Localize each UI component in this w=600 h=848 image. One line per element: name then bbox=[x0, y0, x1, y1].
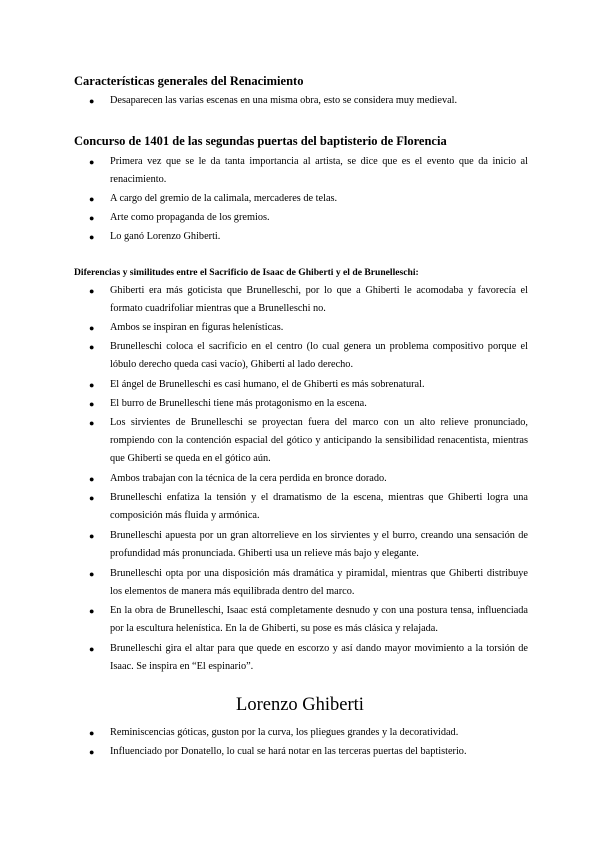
list-item-text: El ángel de Brunelleschi es casi humano, el de Ghiberti es más sobrenatural. bbox=[110, 379, 425, 390]
list-item-text: Ghiberti era más goticista que Brunelleschi, por lo que a Ghiberti le acomodaba y favorecía el formato cuadrifoliar mientras que a Brunelleschi no. bbox=[110, 285, 528, 314]
bullet-icon: ● bbox=[89, 286, 95, 296]
list-item-text: Reminiscencias góticas, guston por la curva, los pliegues grandes y la decoratividad. bbox=[110, 727, 459, 738]
list-item-text: Brunelleschi apuesta por un gran altorrelieve en los sirvientes y el burro, creando una sensación de profundidad más pronunciada. Ghiberti usa un relieve más bajo y elegante. bbox=[110, 530, 528, 559]
list-item-text: Ambos trabajan con la técnica de la cera perdida en bronce dorado. bbox=[110, 473, 387, 484]
bullet-icon: ● bbox=[89, 399, 95, 409]
bullet-icon: ● bbox=[89, 728, 95, 738]
list-item-text: El burro de Brunelleschi tiene más protagonismo en la escena. bbox=[110, 398, 367, 409]
list-item-text: Ambos se inspiran en figuras helenísticas. bbox=[110, 322, 284, 333]
bullet-icon: ● bbox=[89, 474, 95, 484]
bullet-icon: ● bbox=[89, 213, 95, 223]
list-item-text: Brunelleschi enfatiza la tensión y el dramatismo de la escena, mientras que Ghiberti logra una composición más fluida y armónica. bbox=[110, 492, 528, 521]
section-heading-diferencias: Diferencias y similitudes entre el Sacrificio de Isaac de Ghiberti y el de Brunelleschi: bbox=[74, 267, 419, 278]
bullet-icon: ● bbox=[89, 747, 95, 757]
list-item-text: Influenciado por Donatello, lo cual se hará notar en las terceras puertas del baptisterio. bbox=[110, 746, 467, 757]
bullet-icon: ● bbox=[89, 342, 95, 352]
list-item-text: Arte como propaganda de los gremios. bbox=[110, 212, 270, 223]
list-item-text: Brunelleschi opta por una disposición más dramática y piramidal, mientras que Ghiberti distribuye los elementos de manera más equilibrada dentro del marco. bbox=[110, 568, 528, 597]
list-item-text: Primera vez que se le da tanta importancia al artista, se dice que es el evento que da inicio al renacimiento. bbox=[110, 156, 528, 185]
section-heading-ghiberti: Lorenzo Ghiberti bbox=[236, 695, 364, 715]
bullet-icon: ● bbox=[89, 493, 95, 503]
bullet-icon: ● bbox=[89, 96, 95, 106]
bullet-icon: ● bbox=[89, 606, 95, 616]
list-item-text: Desaparecen las varias escenas en una misma obra, esto se considera muy medieval. bbox=[110, 95, 458, 106]
list-item-text: Los sirvientes de Brunelleschi se proyectan fuera del marco con un alto relieve pronunciado, rompiendo con la contención espacial del gótico y anticipando la sensibilidad renacentista, mientras que Ghiberti se queda en el gótico aún. bbox=[110, 417, 528, 464]
list-item-text: Lo ganó Lorenzo Ghiberti. bbox=[110, 231, 221, 242]
bullet-icon: ● bbox=[89, 418, 95, 428]
bullet-icon: ● bbox=[89, 157, 95, 167]
list-item-text: En la obra de Brunelleschi, Isaac está completamente desnudo y con una postura tensa, influenciada por la escultura helenística. En la de Ghiberti, su pose es más clásica y relajada. bbox=[110, 605, 528, 634]
bullet-icon: ● bbox=[89, 194, 95, 204]
section-heading-concurso: Concurso de 1401 de las segundas puertas del baptisterio de Florencia bbox=[74, 134, 447, 148]
bullet-icon: ● bbox=[89, 531, 95, 541]
list-item-text: Brunelleschi gira el altar para que quede en escorzo y así dando mayor movimiento a la torsión de Isaac. Se inspira en “El espinario”. bbox=[110, 643, 528, 672]
section-heading-caracteristicas: Características generales del Renacimiento bbox=[74, 74, 304, 88]
bullet-icon: ● bbox=[89, 232, 95, 242]
list-item-text: Brunelleschi coloca el sacrificio en el centro (lo cual genera un problema compositivo porque el lóbulo derecho queda casi vacío), Ghiberti al lado derecho. bbox=[110, 341, 528, 370]
bullet-icon: ● bbox=[89, 644, 95, 654]
bullet-icon: ● bbox=[89, 569, 95, 579]
bullet-icon: ● bbox=[89, 323, 95, 333]
bullet-icon: ● bbox=[89, 380, 95, 390]
list-item-text: A cargo del gremio de la calimala, mercaderes de telas. bbox=[110, 193, 338, 204]
